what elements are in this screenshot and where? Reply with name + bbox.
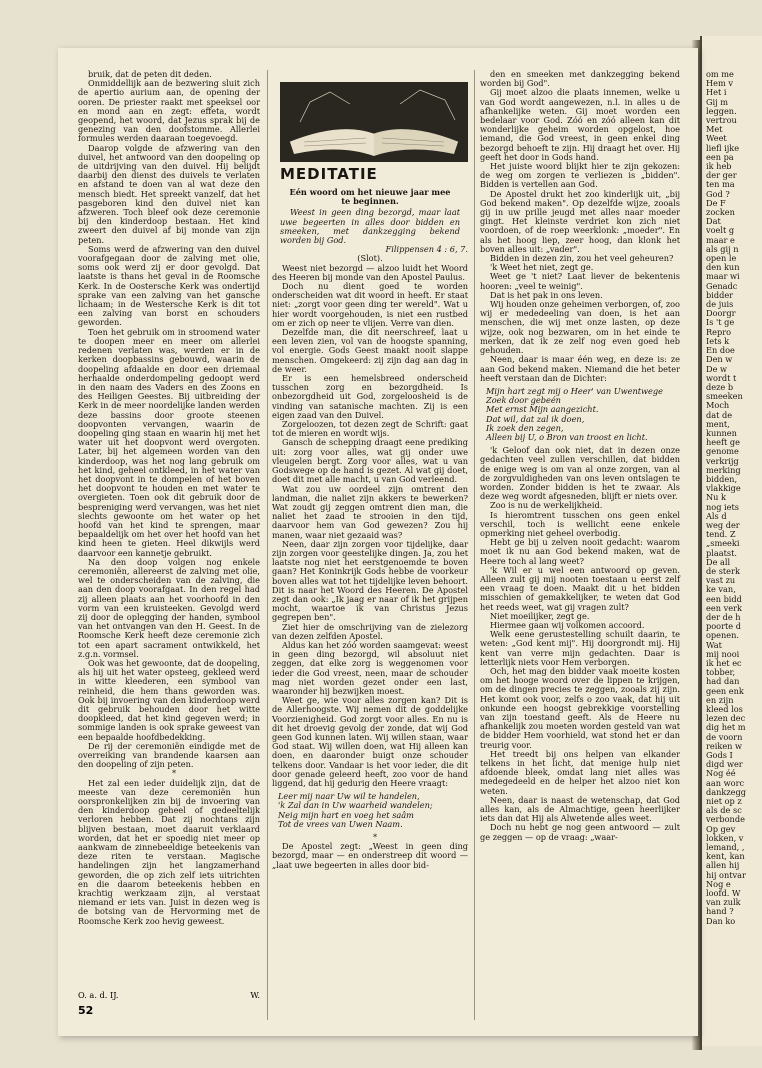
column-1 [78,70,260,1020]
line-fragment: niet op z [706,796,742,807]
line-fragment: open le [706,253,737,264]
line-fragment: wordt t [706,372,737,383]
line-fragment: Met [706,124,723,135]
line-fragment: ke van, [706,584,736,595]
verse-line: 'k Zal dan in Uw waarheid wandelen; [278,800,433,811]
line-fragment: kent, kan [706,851,745,862]
line-fragment: Gij m [706,96,729,107]
paragraph: 'k Weet het niet, zegt ge. [490,262,594,273]
verse-line: Ik zoek den zegen, [486,422,564,433]
paragraph: Neen, daar zijn zorgen voor tijdelijke, daar zijn zorgen voor geestelijke dingen. Ja, zou het laatste nog niet het eerstgenoemde te boven gaan? Het Koninkrijk Gods hebbe de voorkeur boven alles wat tot het tijdelijke leven behoort. Dit is naar het Woord des Heeren. De Apostel zegt dan ook: „Ik jaag er naar of ik het grijpen mocht, waartoe ik van Christus Jezus gegrepen ben". [272,538,468,623]
line-fragment: Moch [706,400,730,411]
line-fragment: liefl ijke [706,142,740,153]
line-fragment: vast zu [706,575,736,586]
line-fragment: de juis [706,299,734,310]
open-book-illustration [280,82,468,162]
paragraph: Ziet hier de omschrijving van de zielezorg van dezen zelfden Apostel. [272,621,468,641]
article-subtitle: Eén woord om het nieuwe jaar mee te beginnen. [289,187,451,207]
line-fragment: bidden, [706,473,738,484]
line-fragment: allen hij [706,860,740,871]
paragraph: Weet ge, wie voor alles zorgen kan? Dit is de Allerhoogste. Wij nemen dit de goddelijke Voorzienigheid. God zorgt voor alles. En nu is dit het droevig gevolg der zonde, dat wij God geen God kunnen laten. Wij willen staan, waar God staat. Wij willen doen, wat Hij alleen kan doen, en daaronder buigt onze schouder telkens door. Vandaar is het voor ieder, die dit door genade geleerd heeft, zoo voor de hand liggend, dat hij gedurig den Heere vraagt: [272,695,468,788]
line-fragment: van zulk [706,897,741,908]
line-fragment: vlakkige [706,483,741,494]
paragraph: Ook was het gewoonte, dat de doopeling, als hij uit het water opsteeg, gekleed werd in witte kleederen, een symbool van reinheid, die hem thans geworden was. Ook bij invoering van den kinderdoop werd dit gebruik behouden door het witte doopkleed, dat het kind gegeven werd; in sommige landen is ook sprake geweest van een bepaalde hoofdbedekking. [78,658,260,742]
line-fragment: smeeken [706,391,743,402]
line-fragment: Iets k [706,335,730,346]
line-fragment: dig het m [706,722,746,733]
paragraph: Zoo is nu de werkelijkheid. [490,500,603,511]
line-fragment: Repro [706,326,732,337]
paragraph: Hebt ge bij u zelven nooit gedacht: waarom moet ik nu aan God bekend maken, wat de Heere toch al lang weet? [480,537,680,566]
column-2-verse [272,792,468,829]
line-fragment: poorte d [706,621,741,632]
paragraph: Daarop volgde de afzwering van den duivel, het antwoord van den doopeling op de uitdrijving van den duivel. Hij belijdt daarbij den dienst des duivels te verlaten en afstand te doen van al wat deze den mensch biedt. Het spreekt vanzelf, dat het pasgeboren kind den duivel niet kan afzweren. Toch bleef ook deze ceremonie bij den kinderdoop bestaan. Het kind zweert den duivel af bij monde van zijn peten. [78,142,260,245]
line-fragment: dat de [706,409,733,420]
line-fragment: een pa [706,151,734,162]
line-fragment: Dan ko [706,915,736,926]
line-fragment: Op gev [706,823,736,834]
paragraph: 'k Geloof dan ook niet, dat in dezen onze gedachten veel zullen verschillen, dat bidden de enige weg is om van al onze zorgen, van al de zorgvuldigheden van ons leven ontslagen te worden. Zonder bidden is het te zwaar. Als deze weg wordt afgesneden, blijft er niets over. [480,445,680,502]
line-fragment: hand ? [706,906,734,917]
paragraph: Doch nu dient goed te worden onderscheiden wat dit woord in heeft. Er staat niet: „zorgt voor geen ding ter wereld". Wat u hier wordt voorgehouden, is niet een rustbed om er zich op neer te vlijen. Verre van dien. [272,281,468,328]
line-fragment: genome [706,446,739,457]
paragraph: Na den doop volgen nog enkele ceremoniën, allereerst de zalving met olie, wel te onderscheiden van de zalving, die aan den doop voorafgaat. In den regel had zij alleen plaats aan het voorhoofd in den vorm van een kruisteeken. Gevolgd werd zij door de oplegging der handen, symbool van het ontvangen van den H. Geest. In de Roomsche Kerk heeft deze ceremonie zich tot een apart sacrament ontwikkeld, het z.g.n. vormsel. [78,556,260,659]
line-fragment: Het i [706,87,727,98]
paragraph: Bidden in dezen zin, zou het veel geheuren? [490,253,674,264]
motto-reference: Filippensen 4 : 6, 7. [385,244,468,255]
paragraph: Aldus kan het zóó worden saamgevat: weest in geen ding bezorgd, wil absoluut niet zeggen, dat elke zorg is weggenomen voor ieder die God vreest, neen, maar de schouder mag niet worden gezet onder een last, waaronder hij bezwijken moest. [272,639,468,696]
line-fragment: Hem v [706,78,733,89]
verse-line: Neig mijn hart en voeg het saâm [278,809,414,820]
paragraph: De Apostel drukt het zoo kinderlijk uit, „bij God bekend maken". Op dezelfde wijze, zooals gij in uw prille jeugd met alles naar moeder gingt. Het kleinste verdriet kon zich niet voordoen, of de roep weerklonk: „moeder". En als het hoog liep, zeer hoog, dan klonk het boven alles uit: „vader". [480,188,680,254]
column-2 [272,186,468,1036]
line-fragment: zocken [706,207,735,218]
line-fragment: de sterk [706,565,740,576]
paragraph: Gansch de schepping draagt eene prediking uit: zorg voor alles, wat gij onder uwe vleugelen bergt. Zorg voor alles, wat u van Godswege op de hand is gezet. Al wat gij doet, doet dit met alle macht, u van God verleend. [272,437,468,485]
line-fragment: „smeeki [706,538,740,549]
footer-left: O. a. d. IJ. [78,990,119,1000]
line-fragment: Dat [706,216,721,227]
paragraph: Er is een hemelsbreed onderscheid tusschen zorg en bezorgdheid. Is onbezorgdheid uit God, zorgeloosheid is de vinding van satanische machten. Zij is een eigen zaad van den Duivel. [272,373,468,420]
line-fragment: Den w [706,354,733,365]
line-fragment: leggen. [706,105,737,116]
line-fragment: God ? [706,188,730,199]
line-fragment: kunnen [706,427,737,438]
footer [78,990,260,1000]
line-fragment: als gij n [706,243,739,254]
line-fragment: tobber, [706,667,736,678]
paragraph: Wat zou uw oordeel zijn omtrent den landman, die naliet zijn akkers te bewerken? Wat zoudt gij zeggen omtrent dien man, die naliet het zaad te strooien in den tijd, daarvoor hem van God gewezen? Zou hij manen, waar niet gezaaid was? [272,483,468,540]
line-fragment: Genadc [706,280,738,291]
line-fragment: plaatst. [706,547,738,558]
paragraph: Neen, daar is maar één weg, en deze is: ze aan God bekend maken. Niemand die het beter heeft verstaan dan de Dichter: [480,354,680,383]
line-fragment: ment, [706,418,730,429]
line-fragment: Weet [706,133,727,144]
paragraph: Och, het mag den bidder vaak moeite kosten om het hooge woord over de lippen te krijgen, om de dingen precies te zeggen, zooals zij zijn. Het komt ook voor, zelfs o zoo vaak, dat hij uit onkunde een hoogst gebrekkige voorstelling van zijn toestand geeft. Als de Heere nu afhankelijk zou moeten worden gesteld van wat de bidder Hem voorhield, wat stond het er dan treurig voor. [480,666,680,750]
line-fragment: der ger [706,170,737,181]
paragraph: Het zal een ieder duidelijk zijn, dat de meeste van deze ceremoniën hun oorspronkelijken zin bij de invoering van den kinderdoop geheel of gedeeltelijk verloren hebben. Dat zij nochtans zijn blijven bestaan, moet daaruit verklaard worden, dat het er spoedig niet meer op aankwam de zinnebeeldige beteekenis van deze riten te verstaan. Magische handelingen zijn het langzamerhand geworden, die op zich zelf iets uitrichten en die daarom beteekenis hebben en krachtig werkzaam zijn, al verstaat niemand er iets van. Juist in dezen weg is de botsing van de Hervorming met de Roomsche Kerk zoo hevig geweest. [78,777,260,926]
line-fragment: Nog éé [706,768,736,779]
line-fragment: loofd. W [706,888,741,899]
paragraph: De rij der ceremoniën eindigde met de overreiking van brandende kaarsen aan den doopeling of zijn peten. [78,740,260,770]
line-fragment: Is 't ge [706,317,735,328]
line-fragment: De F [706,197,726,208]
line-fragment: als de sc [706,805,742,816]
line-fragment: der de h [706,611,741,622]
line-fragment: verbonde [706,814,745,825]
line-fragment: ik heb [706,161,732,172]
column-3 [480,70,680,1020]
line-fragment: digd wer [706,759,743,770]
line-fragment: lokken, v [706,832,744,843]
line-fragment: de voorn [706,731,743,742]
line-fragment: De all [706,556,731,567]
line-fragment: Nu k [706,492,727,503]
line-fragment: merking [706,464,741,475]
column-3-end [480,446,680,842]
line-fragment: bidder [706,289,734,300]
paragraph: Doch nu hebt ge nog geen antwoord — zult ge zeggen — op de vraag: „waar- [480,822,680,842]
line-fragment: ik het ec [706,658,742,668]
paragraph: Is hieromtrent tusschen ons geen enkel verschil, toch is wellicht eene enkele opmerking niet geheel overbodig. [480,509,680,538]
line-fragment: Nog e [706,878,731,889]
line-fragment: reiken w [706,740,743,751]
paragraph: 'k Wil er u wel een antwoord op geven. Alleen zult gij mij nooten toestaan u eerst zelf een vraag te doen. Maakt dit u het bidden misschien of gemakkelijker, te weten dat God het reeds weet, wat gij vragen zult? [480,564,680,612]
line-fragment: deze b [706,381,734,392]
column-rule [474,70,475,1020]
paragraph: Gij moet alzoo die plaats innemen, welke u van God wordt aangewezen, n.l. in alles u de afhankelijke weten. Gij moet worden een bedelaar voor God. Zóó en zóó alleen kan dit wonderlijke geheim worden opgelost, hoe iemand, die God vreest, in geen enkel ding bezorgd behoeft te zijn. Hij draagt het over. Hij geeft het door in Gods hand. [480,87,680,162]
paragraph: Onmiddellijk aan de bezwering sluit zich de apertio aurium aan, de opening der ooren. De priester raakt met speeksel oor en mond aan en zegt: effeta, wordt geopend, het woord, dat Jezus sprak bij de genezing van den doofstomme. Allerlei formules werden daaraan toegevoegd. [78,78,260,144]
line-fragment: lezen dec [706,713,746,724]
page-number: 52 [78,1004,94,1017]
verse-line: Tot de vrees van Uwen Naam. [278,818,403,829]
line-fragment: en zijn [706,694,734,705]
column-3-body [480,70,680,383]
line-fragment: vertrou [706,115,737,126]
line-fragment: tend. Z [706,529,736,540]
paragraph: bruik, dat de peten dit deden. [88,69,212,79]
verse-line: Leer mij naar Uw wil te handelen, [278,791,420,802]
paragraph: Welk eene gerustestelling schuilt daarin, te weten: „God kent mij". Hij doorgrondt mij. Hij kent van verre mijn gedachten. Daar is letterlijk niets voor Hem verborgen. [480,629,680,667]
paragraph: den en smeeken met dankzegging bekend worden bij God". [480,69,680,89]
footer-right: W. [250,990,260,1000]
paragraph: Niet moeilijker, zegt ge. [490,610,590,621]
motto: Weest in geen ding bezorgd, maar laat uwe begeerten in alles door bidden en smeeken, met dankzegging bekend worden bij God. [280,207,460,246]
column-2-end: De Apostel zegt: „Weest in geen ding bezorgd, maar — en onderstreep dit woord — „laat uwe begeerten in alles door bid- [272,841,468,870]
paragraph: Wij houden onze geheimen verborgen, of, zoo wij er mededeeling van doen, is het aan menschen, die wij met onze lasten, op deze wijze, ook nog bezwaren, om in het einde te merken, dat ik ze zelf nog even goed heb gehouden. [480,299,680,356]
line-fragment: een verk [706,602,742,613]
verse-line: Alleen bij U, o Bron van troost en licht. [486,431,648,442]
line-fragment: maar e [706,234,735,245]
line-fragment: Wat [706,639,722,650]
verse-line: Dat wil, dat zal ik doen, [486,413,585,424]
line-fragment: om me [706,69,734,79]
line-fragment: kleed los [706,704,743,715]
article-title: MEDITATIE [280,165,378,183]
line-fragment: Doorgr [706,308,736,319]
paragraph: Neen, daar is naast de wetenschap, dat God alles kan, als de Almachtige, geen heerlijker iets dan dat Hij als Alwetende alles weet. [480,794,680,824]
separator: * [372,832,378,843]
paragraph: Zorgeloozen, tot dezen zegt de Schrift: gaat tot de mieren en wordt wijs. [272,419,468,439]
paragraph: Het treedt bij ons helpen van elkander telkens in het licht, dat menige hulp niet afdoende bleek, omdat lang niet alles was medegedeeld en de helper het alzoo niet kon weten. [480,748,680,796]
paragraph: Dezelfde man, die dit neerschreef, laat u een leven zien, vol van de hoogste spanning, vol energie. Gods Geest maakt nooit slappe menschen. Omgekeerd: zij zijn dag aan dag in de weer. [272,327,468,374]
line-fragment: mij nooi [706,648,740,659]
line-fragment: verkrijg [706,455,739,466]
line-fragment: hij ontvar [706,869,746,880]
line-fragment: heeft ge [706,437,740,448]
line-fragment: had dan [706,676,740,687]
line-fragment: En doe [706,345,735,356]
verse-line: Zoek door gebeén [486,395,561,406]
line-fragment: geen enk [706,685,744,696]
paragraph: Soms werd de afzwering van den duivel voorafgegaan door de zalving met olie, soms ook werd zij er door gevolgd. Dat laatste is thans het geval in de Roomsche Kerk. In de Oostersche Kerk was ondertijd sprake van een zalving van het gansche lichaam; in de Westersche Kerk is dit tot een zalving van borst en schouders geworden. [78,243,260,328]
next-page-column [706,70,744,1020]
line-fragment: weg der [706,519,740,530]
paragraph: Weest niet bezorgd — alzoo luidt het Woord des Heeren bij monde van den Apostel Paulus. [272,262,468,282]
paragraph: Weet ge 't niet? Laat liever de bekentenis hooren: „veel te weinig". [480,271,680,291]
paragraph: Hiermee gaan wij volkomen accoord. [490,619,645,630]
line-fragment: openen. [706,630,740,641]
line-fragment: nog iets [706,501,740,512]
line-fragment: een bidd [706,593,742,604]
line-fragment: lemand, , [706,842,745,853]
column-rule [267,70,268,1020]
line-fragment: dankzegg [706,786,746,797]
separator: * [171,768,177,779]
line-fragment: De w [706,363,728,374]
line-fragment: voelt g [706,225,735,236]
line-fragment: ten ma [706,179,735,190]
column-2-body [272,264,468,789]
line-fragment: den kun [706,262,740,273]
line-fragment: Gods I [706,750,733,761]
paragraph: Toen het gebruik om in stroomend water te doopen meer en meer om allerlei redenen verlaten was, werden er in de kerken doopbassins gebouwd, waarin de doopeling afdaalde en door een driemaal herhaalde onderdompeling gedoopt werd in den naam des Vaders en des Zoons en des Heiligen Geestes. Bij uitbreiding der Kerk in de meer noordelijke landen werden deze bassins door groote steenen doopvonten vervangen, waarin de doopeling ging staan en waarin hij met het water uit het doopvont werd overgoten. Later, bij het algemeen worden van den kinderdoop, was het nog lang gebruik om het kind, geheel ontkleed, in het water van het doopvont in te dompelen of het boven het doopvont te houden en met water te overgieten. Toen ook dit gebruik door de bespreniging werd vervangen, was het niet slechts gewoonte om het water op het hoofd van het kind te sprengen, maar bepaaldelijk om het over het hoofd van het kind heen te gieten. Heel dikwijls werd daarvoor een kannetje gebruikt. [78,326,260,558]
paragraph: Dat is het pak in ons leven. [490,289,603,300]
motto-note: (Slot). [357,253,383,264]
line-fragment: aan worc [706,777,745,788]
paragraph: Het juiste woord blijkt hier te zijn gekozen: de weg om zorgen te verliezen is „bidden". Bidden is vertellen aan God. [480,161,680,190]
line-fragment: maar wi [706,271,740,282]
line-fragment: Als d [706,510,727,521]
verse-line: Met ernst Mijn aangezicht. [486,404,599,415]
verse-line: Mijn hart zegt mij o Heer' van Uwentwege [486,385,663,396]
column-3-verse [480,387,680,442]
